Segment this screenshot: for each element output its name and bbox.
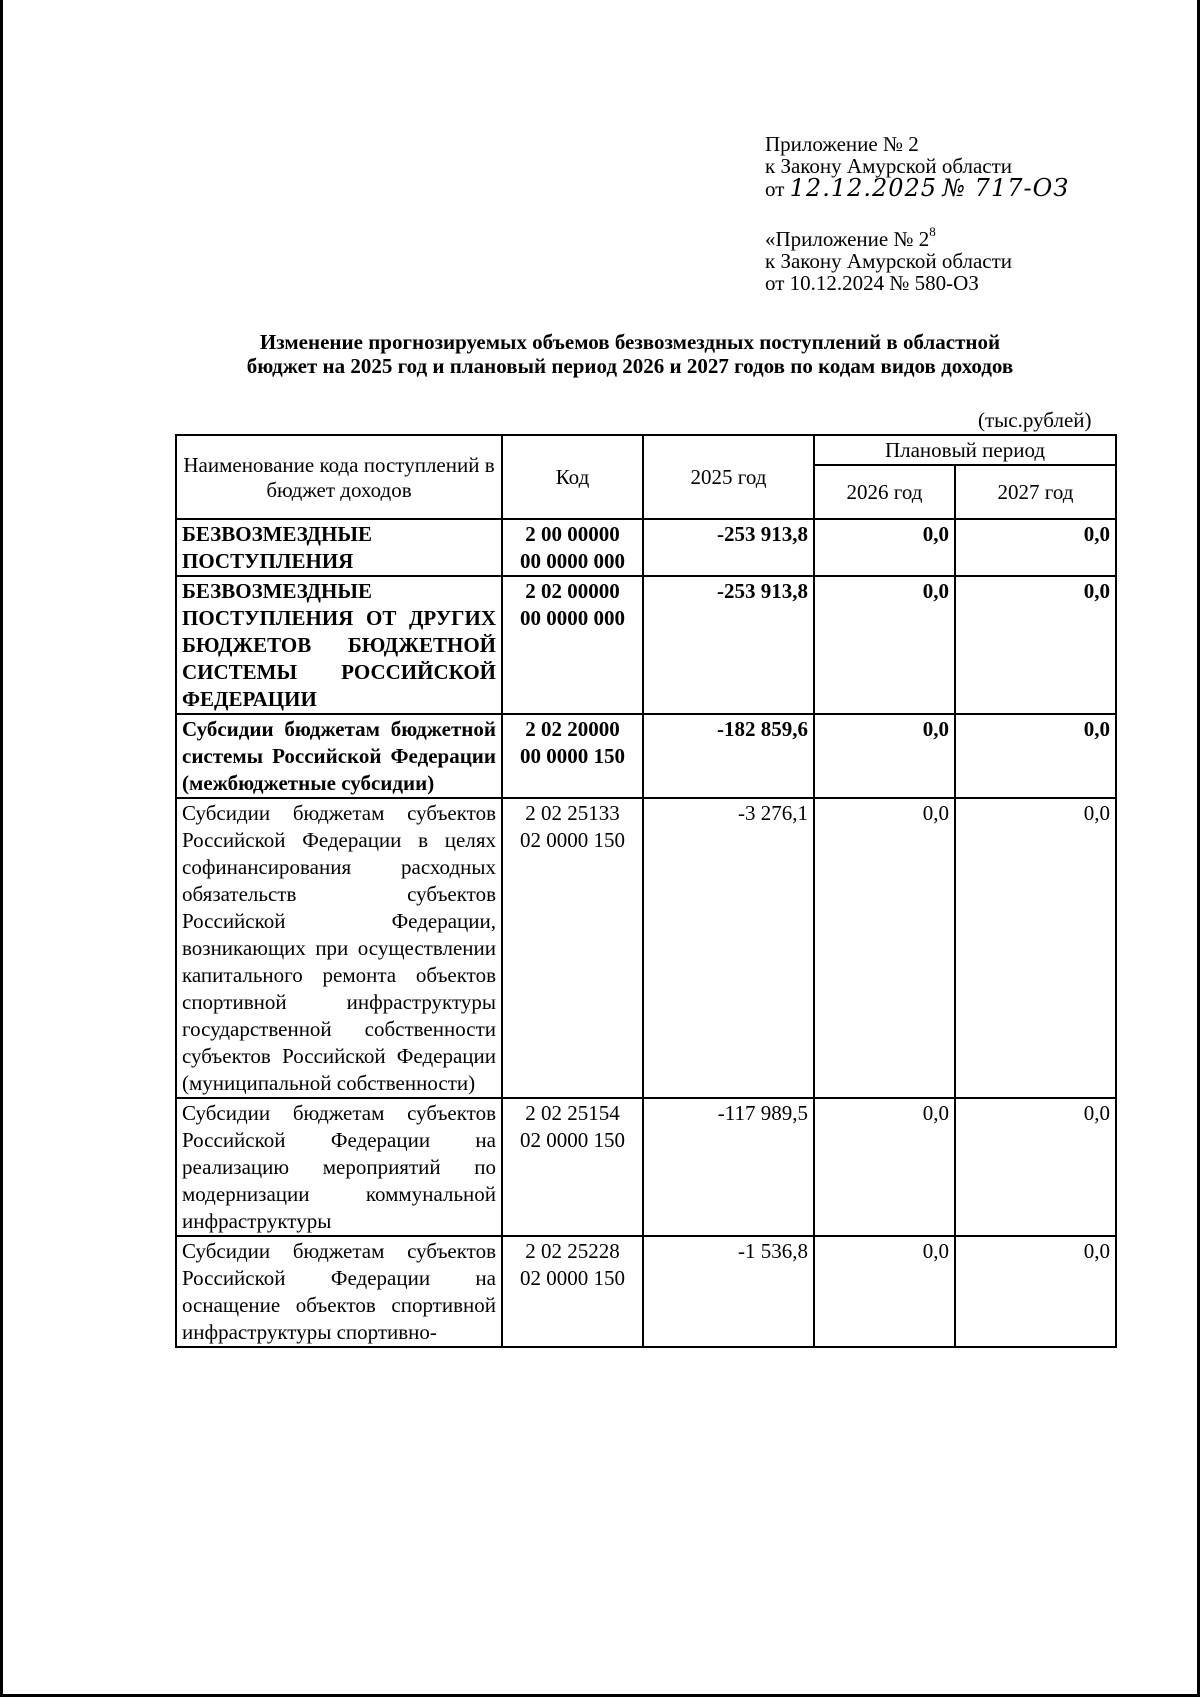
row-name: Субсидии бюджетам субъектов Российской Федерации в целях софинансирования расходных обязательств субъектов Российской Федерации, возникающих при осуществлении капитального ремонта объектов спортивной инфраструктуры государственной собственности субъектов Российской Федерации (муниципальной собственности): [176, 798, 502, 1098]
row-code-part1: 2 02 20000: [525, 717, 620, 741]
row-code-part2: 00 0000 000: [520, 549, 625, 573]
annex-current-title: Приложение № 2: [765, 132, 919, 156]
document-title-line2: бюджет на 2025 год и плановый период 2026 и 2027 годов по кодам видов доходов: [246, 354, 1014, 378]
row-code-part1: 2 02 25228: [525, 1239, 620, 1263]
row-value-2025: -3 276,1: [643, 798, 814, 1098]
row-value-2025: -1 536,8: [643, 1236, 814, 1347]
row-code-part2: 02 0000 150: [520, 1266, 625, 1290]
annex-previous-title: [765, 224, 1012, 251]
scan-edge-left: [0, 0, 3, 1697]
row-value-2027: 0,0: [955, 1098, 1116, 1236]
row-name: Субсидии бюджетам субъектов Российской Федерации на оснащение объектов спортивной инфраструктуры спортивно-: [176, 1236, 502, 1347]
row-value-2026: 0,0: [814, 1236, 955, 1347]
revenue-table: [175, 434, 1117, 1348]
header-2027: 2027 год: [955, 465, 1116, 519]
annex-previous-law: к Закону Амурской области: [765, 249, 1013, 273]
header-2025: 2025 год: [643, 435, 814, 519]
handwritten-date: 12.12.2025: [789, 174, 938, 202]
row-code: [502, 576, 643, 714]
row-value-2027: 0,0: [955, 576, 1116, 714]
row-code-part1: 2 02 25133: [525, 801, 620, 825]
header-2026: 2026 год: [814, 465, 955, 519]
row-value-2026: 0,0: [814, 1098, 955, 1236]
row-name: БЕЗВОЗМЕЗДНЫЕ ПОСТУПЛЕНИЯ ОТ ДРУГИХ БЮДЖЕТОВ БЮДЖЕТНОЙ СИСТЕМЫ РОССИЙСКОЙ ФЕДЕРАЦИИ: [176, 576, 502, 714]
table-row: [176, 519, 1116, 576]
table-row: [176, 714, 1116, 798]
row-value-2027: 0,0: [955, 714, 1116, 798]
handwritten-number: № 717-ОЗ: [942, 174, 1070, 202]
header-name: Наименование кода поступлений в бюджет доходов: [176, 435, 502, 519]
row-code-part1: 2 02 00000: [525, 579, 620, 603]
annex-current-law: к Закону Амурской области: [765, 154, 1013, 178]
row-code-part1: 2 00 00000: [525, 522, 620, 546]
row-value-2027: 0,0: [955, 519, 1116, 576]
table-row: [176, 1098, 1116, 1236]
row-value-2026: 0,0: [814, 714, 955, 798]
row-code: [502, 714, 643, 798]
row-value-2025: -253 913,8: [643, 576, 814, 714]
annex-previous-title-text: «Приложение № 2: [765, 227, 930, 251]
document-title: [150, 330, 1110, 378]
row-value-2027: 0,0: [955, 798, 1116, 1098]
row-code-part1: 2 02 25154: [525, 1101, 620, 1125]
row-value-2026: 0,0: [814, 519, 955, 576]
row-code: [502, 1236, 643, 1347]
annex-current-date-line: [765, 174, 1070, 202]
header-planned-period: Плановый период: [814, 435, 1116, 465]
header-code: Код: [502, 435, 643, 519]
annex-previous-superscript: 8: [929, 224, 936, 239]
row-value-2025: -117 989,5: [643, 1098, 814, 1236]
annex-previous-block: [765, 224, 1013, 295]
row-value-2026: 0,0: [814, 798, 955, 1098]
row-code: [502, 1098, 643, 1236]
row-code-part2: 02 0000 150: [520, 828, 625, 852]
table-row: [176, 576, 1116, 714]
row-value-2026: 0,0: [814, 576, 955, 714]
row-code-part2: 00 0000 000: [520, 606, 625, 630]
annex-current-block: [765, 133, 1069, 200]
annex-current-date-prefix: от: [765, 177, 785, 201]
row-name: БЕЗВОЗМЕЗДНЫЕ ПОСТУПЛЕНИЯ: [176, 519, 502, 576]
document-title-line1: Изменение прогнозируемых объемов безвозмездных поступлений в областной: [259, 330, 1001, 354]
row-value-2027: 0,0: [955, 1236, 1116, 1347]
unit-label: (тыс.рублей): [978, 408, 1092, 432]
row-code: [502, 519, 643, 576]
row-name: Субсидии бюджетам бюджетной системы Российской Федерации (межбюджетные субсидии): [176, 714, 502, 798]
row-code: [502, 798, 643, 1098]
row-value-2025: -253 913,8: [643, 519, 814, 576]
row-code-part2: 02 0000 150: [520, 1128, 625, 1152]
row-name: Субсидии бюджетам субъектов Российской Федерации на реализацию мероприятий по модернизации коммунальной инфраструктуры: [176, 1098, 502, 1236]
row-code-part2: 00 0000 150: [520, 744, 625, 768]
table-row: [176, 1236, 1116, 1347]
row-value-2025: -182 859,6: [643, 714, 814, 798]
table-row: [176, 798, 1116, 1098]
annex-previous-date: от 10.12.2024 № 580-ОЗ: [765, 271, 979, 295]
